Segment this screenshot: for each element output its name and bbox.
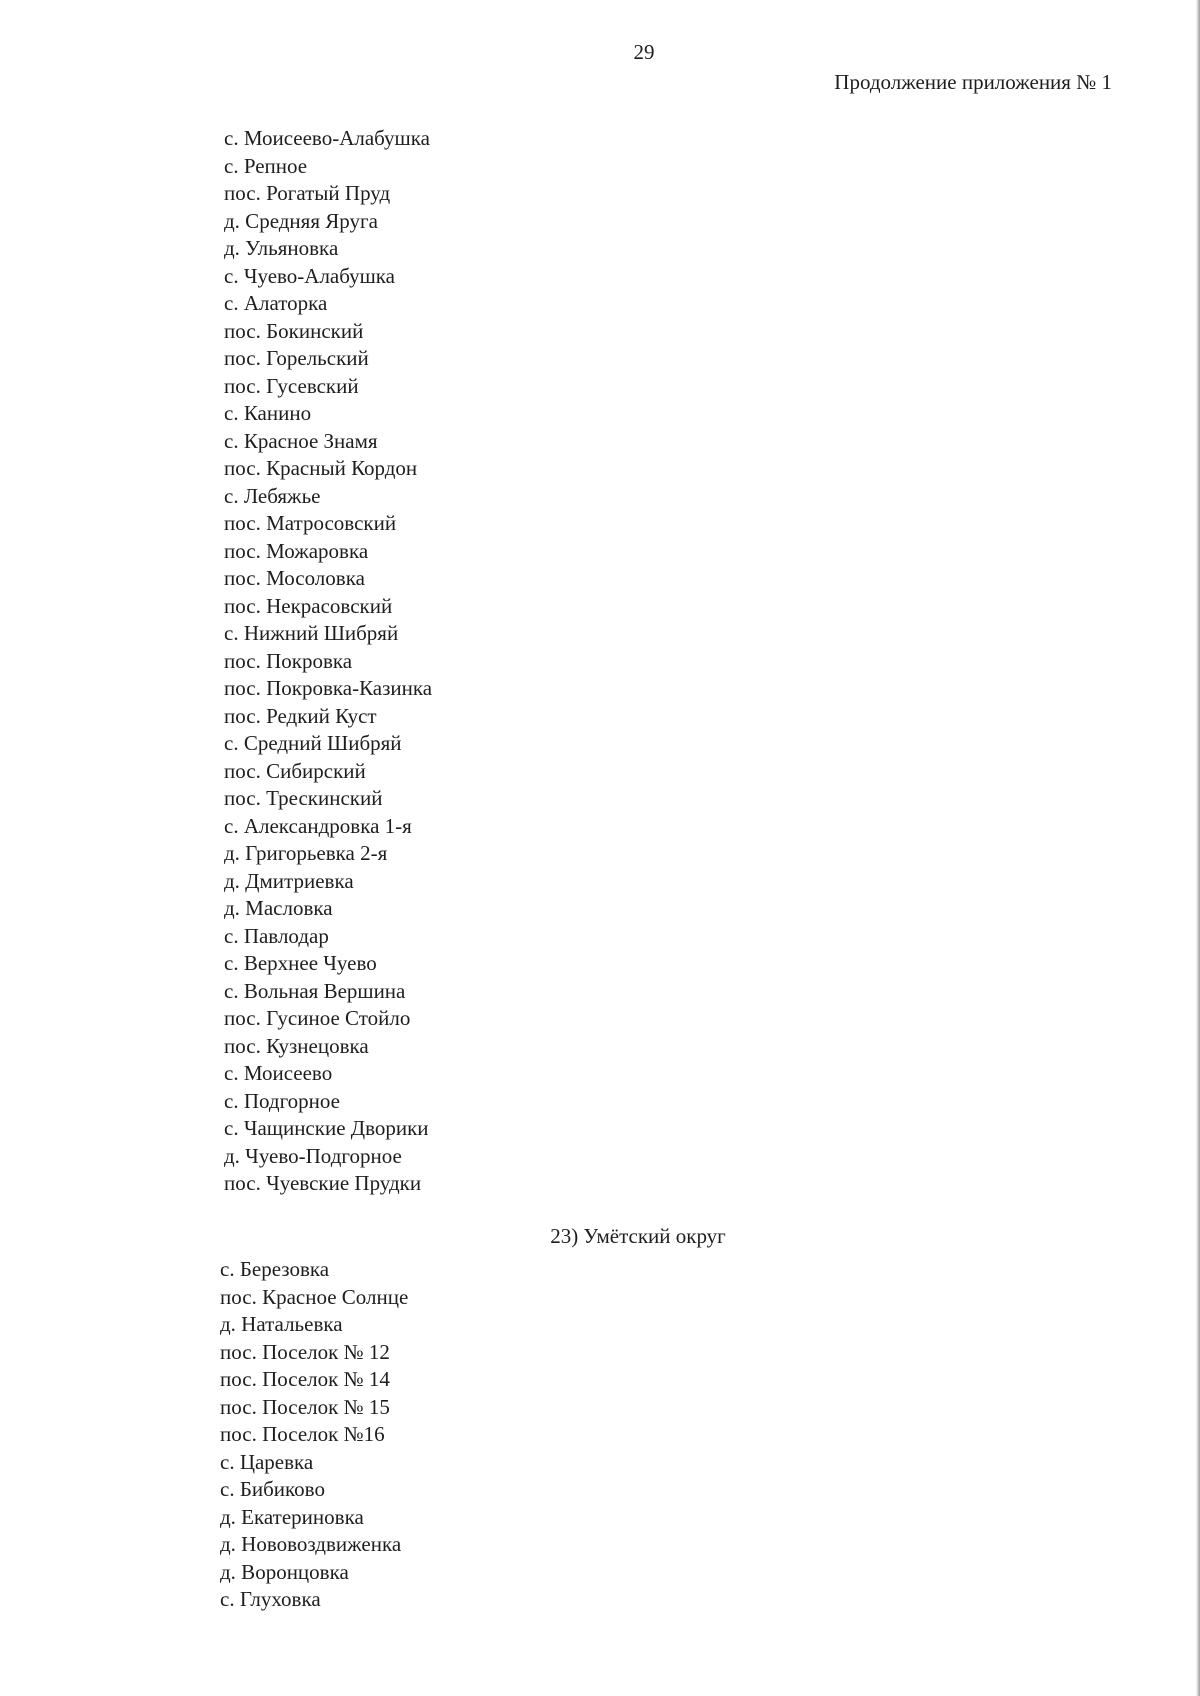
- list-item: с. Канино: [224, 401, 312, 425]
- list-item: пос. Сибирский: [224, 758, 366, 783]
- list-item: с. Моисеево: [224, 1061, 333, 1085]
- list-item: пос. Красный Кордон: [224, 456, 418, 480]
- list-item: д. Ульяновка: [224, 236, 339, 260]
- list-item: с. Подгорное: [224, 1088, 340, 1113]
- list-item: д. Масловка: [224, 896, 333, 920]
- list-item: с. Бибиково: [220, 1477, 325, 1501]
- section-heading: 23) Умётский округ: [550, 1224, 726, 1248]
- list-item: пос. Можаровка: [224, 538, 369, 563]
- list-item: д. Григорьевка 2-я: [224, 841, 388, 865]
- list-item: д. Дмитриевка: [224, 868, 354, 893]
- settlement-list-continued: [224, 125, 432, 1198]
- list-item: с. Моисеево-Алабушка: [224, 126, 430, 150]
- list-item: пос. Гусиное Стойло: [224, 1006, 411, 1030]
- list-item: с. Александровка 1-я: [224, 813, 412, 838]
- list-item: пос. Матросовский: [224, 511, 397, 535]
- list-item: пос. Поселок № 14: [220, 1367, 390, 1391]
- list-item: пос. Поселок №16: [220, 1422, 385, 1446]
- list-item: с. Глуховка: [220, 1587, 321, 1611]
- list-item: д. Средняя Яруга: [224, 208, 378, 233]
- list-item: пос. Мосоловка: [224, 566, 365, 590]
- list-item: пос. Кузнецовка: [224, 1033, 369, 1058]
- list-item: с. Нижний Шибряй: [224, 621, 399, 645]
- list-item: д. Чуево-Подгорное: [224, 1143, 402, 1168]
- list-item: с. Средний Шибряй: [224, 731, 402, 755]
- list-item: д. Нововоздвиженка: [220, 1532, 402, 1556]
- list-item: с. Лебяжье: [224, 483, 321, 508]
- list-item: пос. Покровка: [224, 648, 353, 673]
- list-item: пос. Редкий Куст: [224, 703, 377, 728]
- list-item: с. Репное: [224, 153, 308, 178]
- list-item: пос. Некрасовский: [224, 593, 393, 618]
- list-item: д. Воронцовка: [220, 1559, 349, 1584]
- list-item: с. Павлодар: [224, 923, 329, 948]
- list-item: с. Верхнее Чуево: [224, 951, 377, 975]
- list-item: с. Вольная Вершина: [224, 978, 406, 1003]
- list-item: с. Царевка: [220, 1449, 314, 1474]
- list-item: пос. Поселок № 12: [220, 1339, 390, 1364]
- list-item: д. Натальевка: [220, 1312, 343, 1336]
- list-item: пос. Рогатый Пруд: [224, 181, 391, 205]
- list-item: пос. Трескинский: [224, 786, 383, 810]
- list-item: пос. Чуевские Прудки: [224, 1171, 422, 1195]
- list-item: с. Красное Знамя: [224, 428, 378, 453]
- list-item: пос. Покровка-Казинка: [224, 676, 433, 700]
- list-item: с. Чуево-Алабушка: [224, 263, 396, 288]
- appendix-continuation-note: Продолжение приложения № 1: [834, 70, 1112, 94]
- list-item: пос. Красное Солнце: [220, 1284, 409, 1309]
- list-item: пос. Бокинский: [224, 318, 364, 343]
- list-item: пос. Гусевский: [224, 373, 359, 398]
- list-item: с. Березовка: [220, 1257, 330, 1281]
- list-item: с. Чащинские Дворики: [224, 1116, 429, 1140]
- page-number: 29: [633, 40, 655, 64]
- scan-edge-shadow: [1196, 0, 1200, 1696]
- settlement-list-section: [220, 1256, 408, 1614]
- list-item: с. Алаторка: [224, 291, 328, 315]
- list-item: д. Екатериновка: [220, 1504, 364, 1529]
- list-item: пос. Горельский: [224, 346, 369, 370]
- list-item: пос. Поселок № 15: [220, 1394, 390, 1419]
